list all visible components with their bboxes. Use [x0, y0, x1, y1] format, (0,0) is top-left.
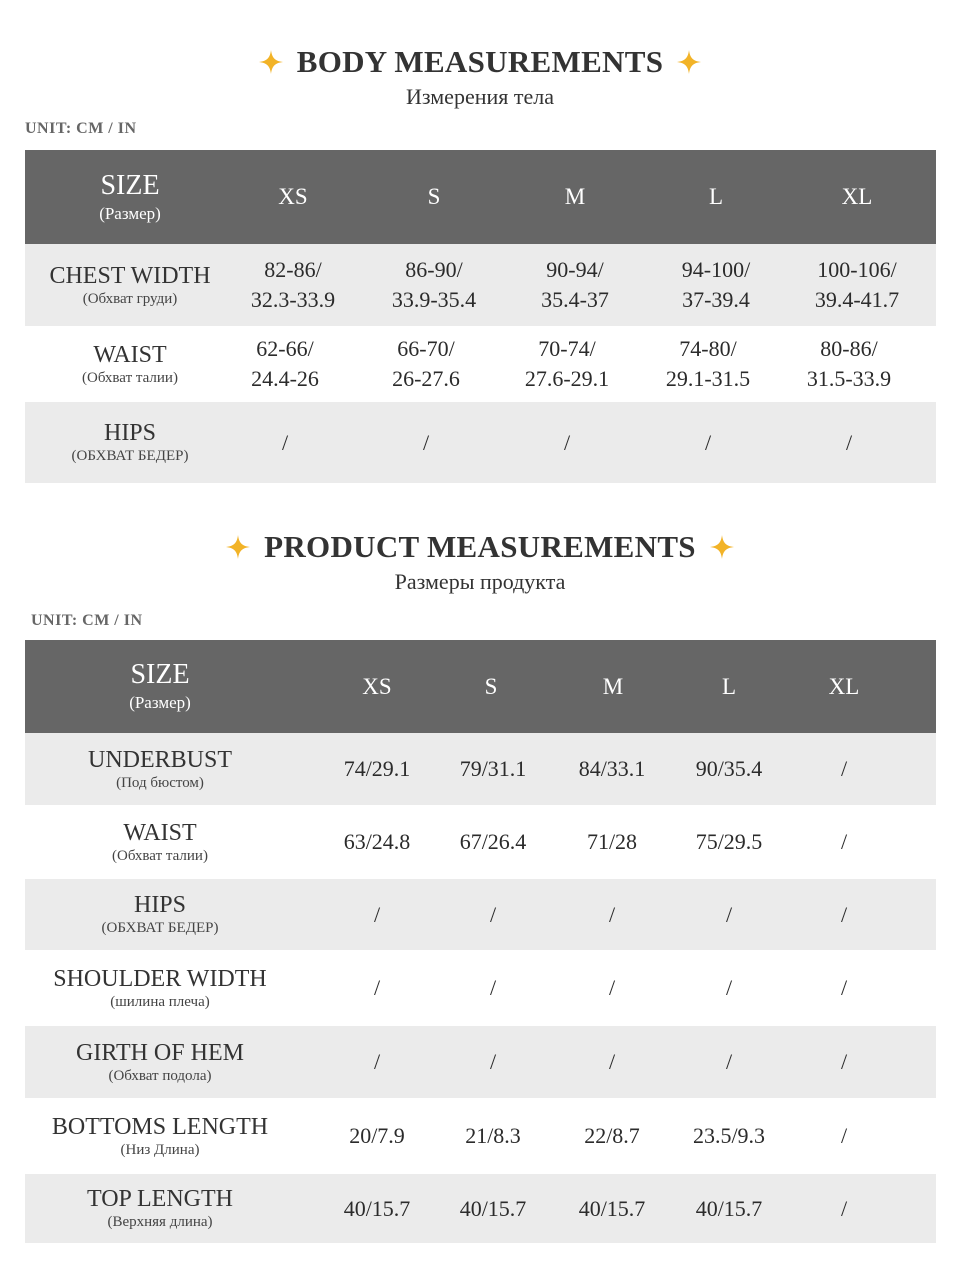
body-measurements-heading — [0, 44, 960, 110]
size-header-sublabel: (Размер) — [129, 693, 191, 713]
table-row — [25, 733, 936, 805]
value-cell: / — [489, 1049, 497, 1075]
row-label: HIPS — [103, 420, 157, 447]
value-cell: 62-66/ 24.4-26 — [251, 336, 319, 391]
row-sublabel: (Низ Длина) — [120, 1141, 200, 1158]
size-col-s: S — [484, 673, 498, 699]
row-sublabel: (Обхват талии) — [82, 369, 178, 386]
table-row — [25, 1026, 936, 1098]
value-cell: / — [608, 1049, 616, 1075]
sparkle-icon — [226, 535, 250, 559]
value-cell: / — [840, 1049, 848, 1075]
row-label-cell — [25, 733, 295, 805]
value-cell: 20/7.9 — [349, 1123, 405, 1149]
row-label: CHEST WIDTH — [49, 262, 211, 289]
value-cell: / — [373, 901, 381, 927]
value-cell: 84/33.1 — [578, 756, 646, 782]
value-cell: 100-106/ 39.4-41.7 — [814, 257, 900, 312]
row-sublabel: (Обхват талии) — [112, 847, 208, 864]
table-row — [25, 1174, 936, 1243]
row-label: BOTTOMS LENGTH — [51, 1113, 269, 1140]
row-sublabel: (Верхняя длина) — [107, 1214, 213, 1231]
row-label: WAIST — [93, 341, 167, 368]
value-cell: / — [422, 429, 430, 455]
product-title: PRODUCT MEASUREMENTS — [264, 529, 696, 564]
row-label-cell — [25, 1098, 295, 1174]
value-cell: 40/15.7 — [459, 1195, 527, 1221]
value-cell: / — [840, 1195, 848, 1221]
row-label: UNDERBUST — [87, 746, 232, 773]
value-cell: / — [840, 1123, 848, 1149]
table-row — [25, 879, 936, 950]
value-cell: 74-80/ 29.1-31.5 — [665, 336, 751, 391]
value-cell: / — [840, 975, 848, 1001]
row-label: WAIST — [123, 819, 197, 846]
value-cell: 70-74/ 27.6-29.1 — [524, 336, 610, 391]
row-sublabel: (Обхват груди) — [82, 290, 178, 307]
size-header-cell — [25, 640, 295, 733]
row-label-cell — [25, 805, 295, 879]
size-col-l: L — [721, 673, 737, 699]
size-col-xl: XL — [841, 184, 873, 210]
row-label-cell — [25, 950, 295, 1026]
row-label-cell — [25, 326, 235, 402]
value-cell: / — [608, 975, 616, 1001]
value-cell: / — [489, 901, 497, 927]
value-cell: 94-100/ 37-39.4 — [681, 257, 751, 312]
sparkle-icon — [259, 50, 283, 74]
row-label-cell — [25, 1026, 295, 1098]
value-cell: 90-94/ 35.4-37 — [541, 257, 609, 312]
value-cell: 22/8.7 — [584, 1123, 640, 1149]
product-subtitle: Размеры продукта — [394, 569, 566, 594]
value-cell: 40/15.7 — [343, 1195, 411, 1221]
row-label-cell — [25, 402, 235, 483]
value-cell: / — [840, 829, 848, 855]
table-row — [25, 950, 936, 1026]
value-cell: / — [725, 901, 733, 927]
value-cell: / — [845, 429, 853, 455]
table-row — [25, 326, 936, 402]
value-cell: / — [840, 756, 848, 782]
sparkle-icon — [710, 535, 734, 559]
row-label: TOP LENGTH — [87, 1186, 233, 1213]
value-cell: / — [704, 429, 712, 455]
value-cell: / — [373, 1049, 381, 1075]
value-cell: 63/24.8 — [343, 829, 411, 855]
body-subtitle: Измерения тела — [405, 84, 554, 109]
body-title: BODY MEASUREMENTS — [296, 44, 664, 79]
size-col-xs: XS — [278, 184, 308, 210]
value-cell: 80-86/ 31.5-33.9 — [806, 336, 892, 391]
table-header-row — [25, 150, 936, 244]
value-cell: 66-70/ 26-27.6 — [392, 336, 460, 391]
size-col-s: S — [427, 184, 441, 210]
row-label: HIPS — [133, 892, 187, 919]
row-label: SHOULDER WIDTH — [53, 965, 267, 992]
value-cell: / — [281, 429, 289, 455]
value-cell: / — [489, 975, 497, 1001]
product-unit-label: UNIT: CM / IN — [31, 612, 143, 629]
value-cell: 79/31.1 — [459, 756, 527, 782]
value-cell: 21/8.3 — [465, 1123, 521, 1149]
table-row — [25, 402, 936, 483]
value-cell: / — [840, 901, 848, 927]
value-cell: / — [725, 975, 733, 1001]
product-measurements-heading — [0, 529, 960, 595]
value-cell: 75/29.5 — [695, 829, 763, 855]
row-sublabel: (шилина плеча) — [110, 993, 210, 1010]
value-cell: 40/15.7 — [578, 1195, 646, 1221]
size-header-label: SIZE — [130, 659, 190, 691]
size-header-label: SIZE — [100, 169, 160, 201]
row-sublabel: (ОБХВАТ БЕДЕР) — [101, 920, 219, 937]
body-unit-label: UNIT: CM / IN — [25, 120, 137, 137]
size-col-m: M — [602, 673, 624, 699]
value-cell: 86-90/ 33.9-35.4 — [391, 257, 477, 312]
row-sublabel: (ОБХВАТ БЕДЕР) — [71, 448, 189, 465]
value-cell: / — [563, 429, 571, 455]
size-col-xl: XL — [828, 673, 860, 699]
row-label-cell — [25, 1174, 295, 1243]
value-cell: / — [608, 901, 616, 927]
value-cell: 90/35.4 — [695, 756, 763, 782]
value-cell: 23.5/9.3 — [692, 1123, 766, 1149]
row-label-cell — [25, 879, 295, 950]
table-header-row — [25, 640, 936, 733]
value-cell: / — [373, 975, 381, 1001]
size-header-sublabel: (Размер) — [99, 203, 161, 223]
value-cell: 40/15.7 — [695, 1195, 763, 1221]
row-sublabel: (Под бюстом) — [116, 774, 204, 791]
value-cell: 82-86/ 32.3-33.9 — [250, 257, 336, 312]
table-row — [25, 1098, 936, 1174]
size-header-cell — [25, 150, 235, 244]
sparkle-icon — [677, 50, 701, 74]
size-col-l: L — [708, 184, 724, 210]
value-cell: 71/28 — [586, 829, 638, 855]
value-cell: 67/26.4 — [459, 829, 527, 855]
value-cell: / — [725, 1049, 733, 1075]
table-row — [25, 244, 936, 326]
size-col-m: M — [564, 184, 586, 210]
row-sublabel: (Обхват подола) — [108, 1067, 212, 1084]
row-label-cell — [25, 244, 235, 326]
row-label: GIRTH OF HEM — [76, 1039, 244, 1066]
size-col-xs: XS — [362, 673, 392, 699]
table-row — [25, 805, 936, 879]
value-cell: 74/29.1 — [343, 756, 411, 782]
